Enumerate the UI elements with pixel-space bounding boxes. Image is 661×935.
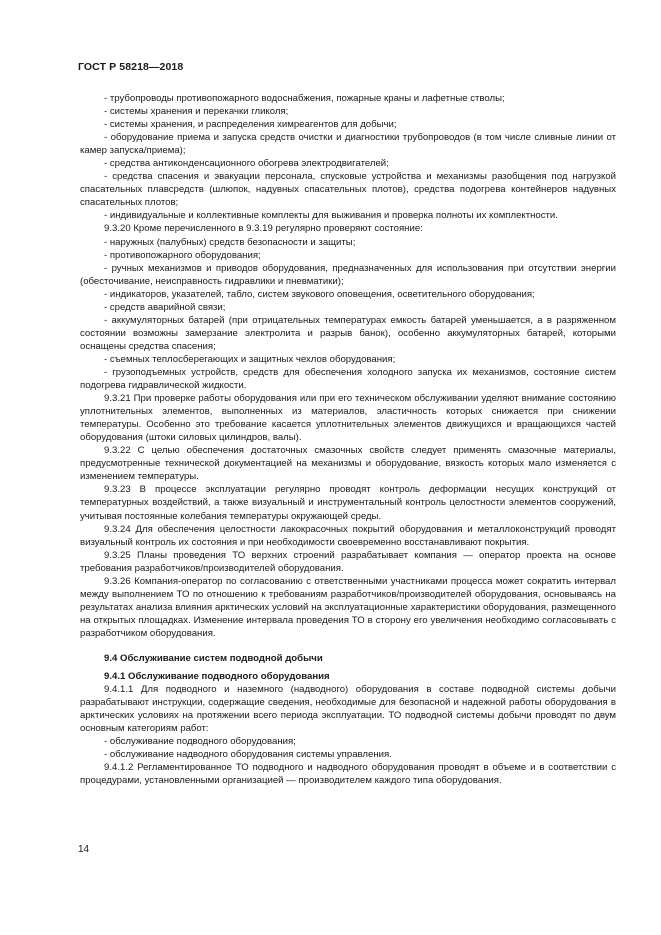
list-item: - ручных механизмов и приводов оборудования, предназначенных для использования при отсутствии энергии (обесточивание, неисправность гидравлики и пневматики); (80, 262, 616, 287)
clause-9-3-24: 9.3.24 Для обеспечения целостности лакокрасочных покрытий оборудования и металлоконструкций проводят визуальный контроль их состояния и при необходимости своевременно восстанавливают покрытия. (80, 523, 616, 548)
document-header: ГОСТ Р 58218—2018 (78, 61, 184, 73)
list-item: - индивидуальные и коллективные комплекты для выживания и проверка полноты их комплектности. (104, 210, 558, 222)
list-item: - съемных теплосберегающих и защитных чехлов оборудования; (104, 353, 396, 365)
list-item: - системы хранения и перекачки гликоля; (104, 106, 289, 118)
clause-9-3-22: 9.3.22 С целью обеспечения достаточных смазочных свойств следует применять смазочные материалы, предусмотренные технической документацией на механизмы и оборудование, вязкость которых мало изменяется с изменением температуры. (80, 445, 616, 483)
clause-9-3-21: 9.3.21 При проверке работы оборудования или при его техническом обслуживании уделяют внимание состоянию уплотнительных элементов, выполненных из материалов, эластичность которых снижается при снижении температуры. Особенно это требование касается уплотнительных элементов движущихся и вращающихся частей оборудования (штоки силовых цилиндров, валы). (80, 393, 616, 444)
clause-9-3-25: 9.3.25 Планы проведения ТО верхних строений разрабатывает компания — оператор проекта на основе требования разработчиков/производителей оборудования. (80, 549, 616, 574)
clause-9-4-1-2: 9.4.1.2 Регламентированное ТО подводного и надводного оборудования проводят в объеме и в соответствии с процедурами, установленными организацией — производителем каждого типа оборудования. (80, 762, 616, 787)
list-item: - обслуживание подводного оборудования; (104, 736, 296, 748)
subsection-heading: 9.4.1 Обслуживание подводного оборудования (104, 671, 330, 683)
list-item: - противопожарного оборудования; (104, 249, 261, 261)
list-item: - средства антиконденсационного обогрева электродвигателей; (104, 158, 389, 170)
list-item: - системы хранения, и распределения химреагентов для добычи; (104, 119, 397, 131)
clause-9-3-20: 9.3.20 Кроме перечисленного в 9.3.19 регулярно проверяют состояние: (104, 223, 423, 235)
list-item: - обслуживание надводного оборудования системы управления. (104, 749, 392, 761)
clause-9-4-1-1: 9.4.1.1 Для подводного и наземного (надводного) оборудования в составе подводной системы добычи разрабатывают инструкции, содержащие сведения, необходимые для безопасной и надежной работы оборудования в арктических условиях на протяжении всего периода эксплуатации. ТО подводной системы добычи проводят по двум основным категориям работ: (80, 684, 616, 735)
list-item: - оборудование приема и запуска средств очистки и диагностики трубопроводов (в том числе сливные линии от камер запуска/приема); (80, 132, 616, 157)
page-number: 14 (78, 844, 90, 855)
clause-9-3-26: 9.3.26 Компания-оператор по согласованию с ответственными участниками процесса может сократить интервал между выполнением ТО по отношению к требованиям разработчиков/производителей оборудования, основываясь на результатах анализа влияния арктических условий на эксплуатационные характеристики оборудования, размещенного на открытых площадках. Изменение интервала проведения ТО в сторону его увеличения необходимо согласовывать с разработчиком оборудования. (80, 575, 616, 639)
clause-9-3-23: 9.3.23 В процессе эксплуатации регулярно проводят контроль деформации несущих конструкций от температурных воздействий, а также визуальный и инструментальный контроль целостности элементов сооружений, учитывая постоянные колебания температуры окружающей среды. (80, 484, 616, 522)
list-item: - трубопроводы противопожарного водоснабжения, пожарные краны и лафетные стволы; (104, 93, 505, 104)
document-body (80, 92, 616, 787)
section-heading: 9.4 Обслуживание систем подводной добычи (104, 652, 323, 664)
list-item: - средств аварийной связи; (104, 301, 226, 313)
list-item: - индикаторов, указателей, табло, систем звукового оповещения, осветительного оборудования; (104, 288, 535, 300)
list-item: - средства спасения и эвакуации персонала, спусковые устройства и механизмы разобщения под нагрузкой спасательных плавсредств (шлюпок, надувных спасательных плотов), средства подогрева контейнеров надувных спасательных плотов; (80, 171, 616, 209)
list-item: - аккумуляторных батарей (при отрицательных температурах емкость батарей уменьшается, а в разряженном состоянии возможны замерзание электролита и разрыв банок), особенно аккумуляторных батарей, которыми оснащены средства спасения; (80, 314, 616, 352)
list-item: - грузоподъемных устройств, средств для обеспечения холодного запуска их механизмов, состояние систем подогрева гидравлической жидкости. (80, 366, 616, 392)
list-item: - наружных (палубных) средств безопасности и защиты; (104, 236, 356, 248)
